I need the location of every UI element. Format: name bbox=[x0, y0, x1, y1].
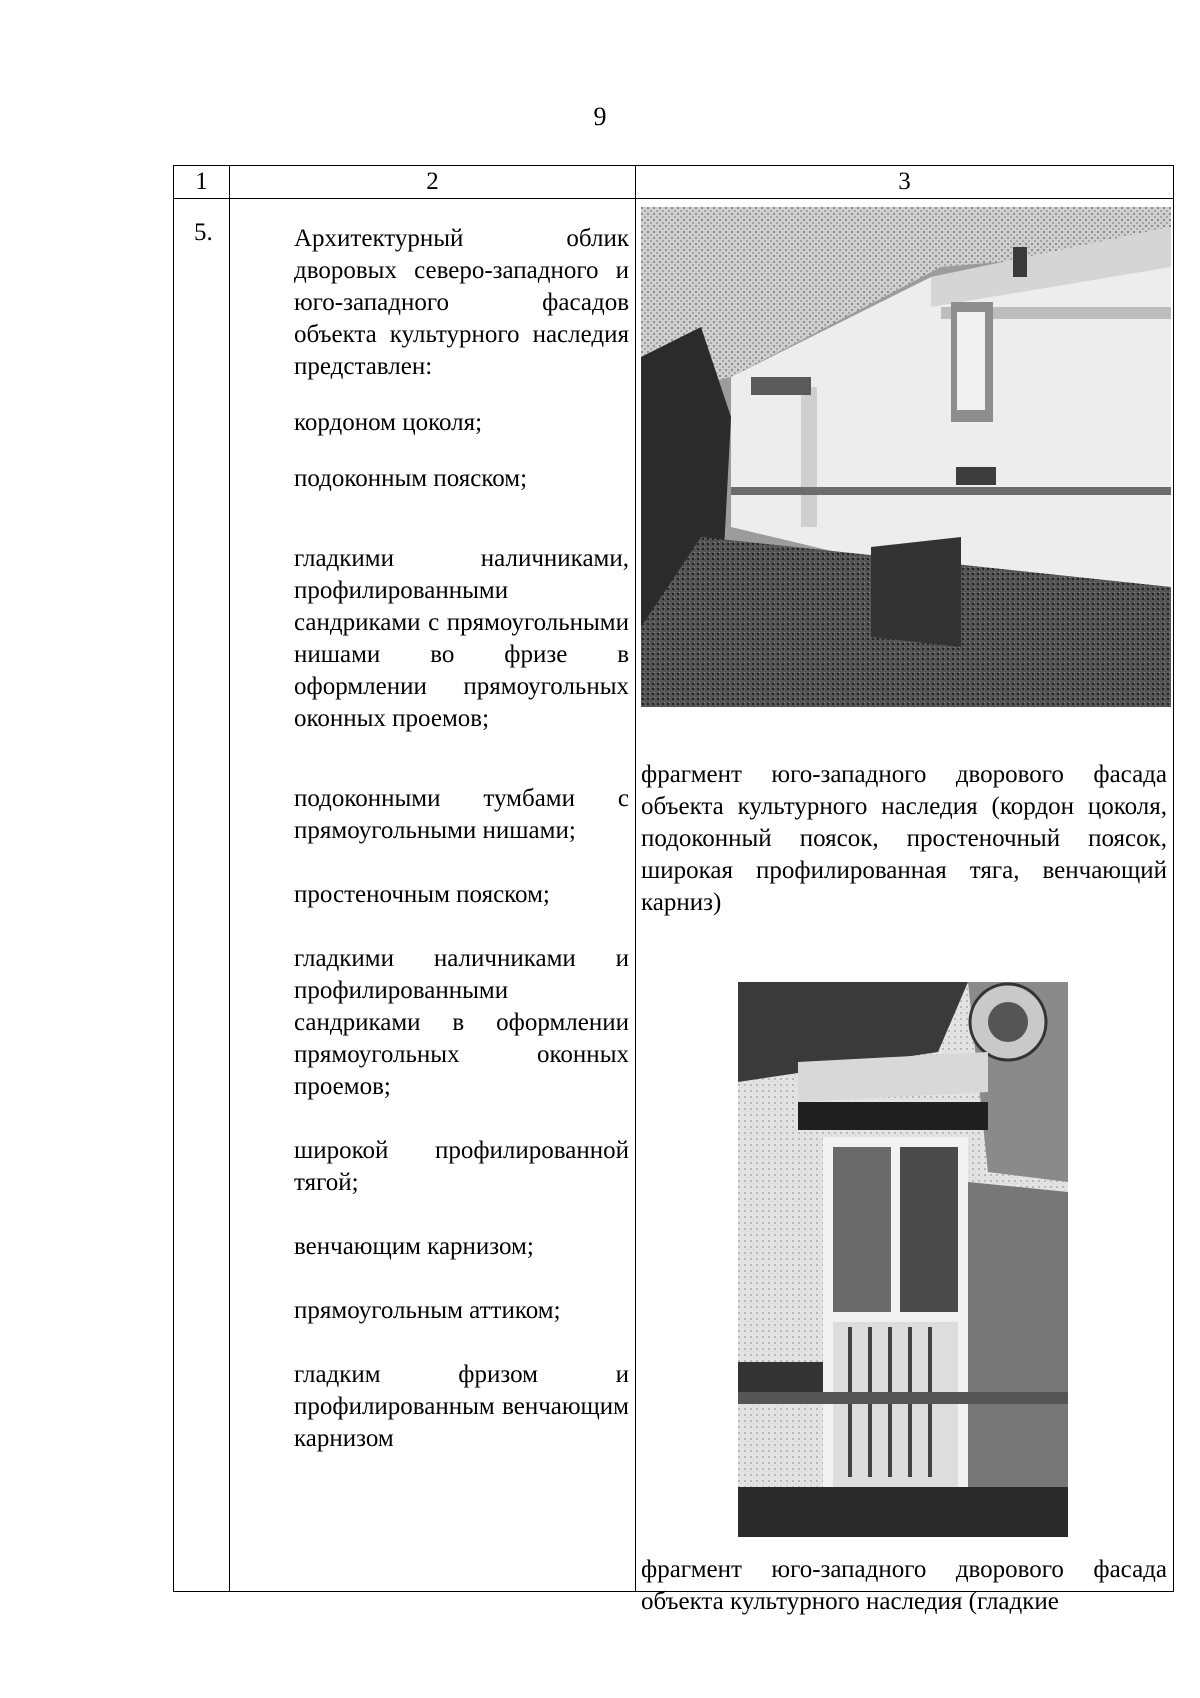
photo-1-caption-box bbox=[641, 759, 1167, 919]
photo-cell bbox=[636, 199, 1174, 1615]
list-item: гладкими наличниками и профилированными сандриками в оформлении прямоугольных оконных проемов; bbox=[294, 945, 629, 1100]
list-item: гладкими наличниками, профилированными сандриками с прямоугольными нишами во фризе в оформлении прямоугольных оконных проемов; bbox=[294, 545, 629, 732]
list-item: кордоном цоколя; bbox=[294, 409, 483, 436]
header-col-1: 1 bbox=[174, 166, 230, 199]
list-item: гладким фризом и профилированным венчающим карнизом bbox=[294, 1361, 629, 1452]
row-number: 5. bbox=[174, 199, 230, 1592]
list-item: широкой профилированной тягой; bbox=[294, 1137, 629, 1196]
intro-paragraph: Архитектурный облик дворовых северо-западного и юго-западного фасадов объекта культурного наследия представлен: bbox=[294, 225, 629, 380]
photo-caption: фрагмент юго-западного дворового фасада объекта культурного наследия (гладкие bbox=[641, 1556, 1167, 1615]
heritage-table bbox=[173, 165, 1174, 1615]
table-row bbox=[174, 199, 1174, 1592]
facade-photo-1 bbox=[641, 207, 1171, 707]
facade-photo-2 bbox=[738, 982, 1068, 1537]
table-header-row bbox=[174, 166, 1174, 199]
list-item: прямоугольным аттиком; bbox=[294, 1297, 561, 1324]
photo-caption: фрагмент юго-западного дворового фасада объекта культурного наследия (кордон цоколя, подоконный поясок, простеночный поясок, широкая профилированная тяга, венчающий карниз) bbox=[641, 761, 1167, 916]
list-item: венчающим карнизом; bbox=[294, 1233, 534, 1260]
list-item: подоконным пояском; bbox=[294, 465, 528, 492]
description-cell bbox=[230, 199, 636, 1592]
header-col-3: 3 bbox=[636, 166, 1174, 199]
page-number: 9 bbox=[593, 102, 607, 131]
list-item: подоконными тумбами с прямоугольными нишами; bbox=[294, 785, 629, 844]
photo-2-caption-box bbox=[641, 1554, 1167, 1618]
list-item: простеночным пояском; bbox=[294, 881, 550, 908]
header-col-2: 2 bbox=[230, 166, 636, 199]
